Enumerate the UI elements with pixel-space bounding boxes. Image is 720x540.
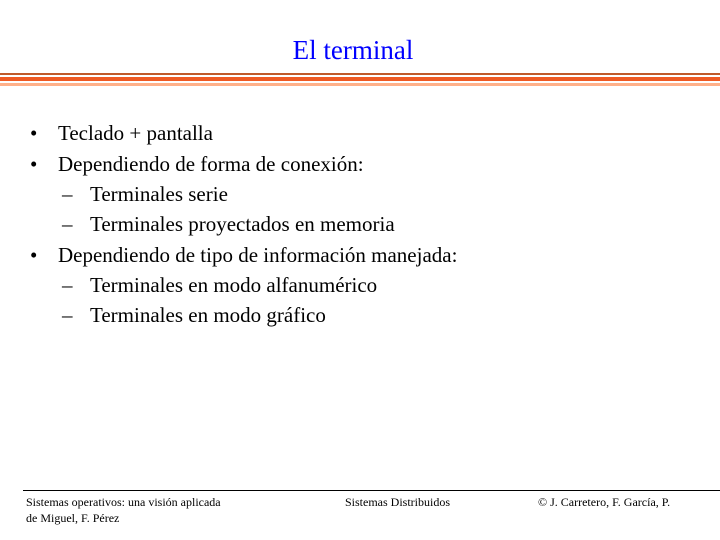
bullet-text: Dependiendo de forma de conexión:: [58, 152, 364, 176]
bullet-text: Dependiendo de tipo de información manejada:: [58, 243, 458, 267]
footer-right: © J. Carretero, F. García, P.: [538, 495, 671, 509]
sub-bullet-marker: –: [62, 303, 73, 327]
footer-left: [26, 494, 286, 526]
sub-bullet-text: Terminales en modo alfanumérico: [90, 273, 378, 297]
bullet-marker: •: [30, 152, 38, 176]
sub-bullet-item-1: [0, 179, 720, 209]
footer-rule: [23, 490, 720, 491]
slide-title: El terminal: [292, 35, 414, 65]
header-rule-band-3: [0, 83, 720, 86]
bullet-item-2: [0, 149, 720, 179]
sub-bullet-item-3: [0, 270, 720, 300]
sub-bullet-marker: –: [62, 182, 73, 206]
sub-bullet-text: Terminales serie: [90, 182, 228, 206]
bullet-marker: •: [30, 121, 38, 145]
bullet-item-3: [0, 240, 720, 270]
bullet-marker: •: [30, 243, 38, 267]
header-rule-band-2: [0, 77, 720, 81]
footer-left-line-1: Sistemas operativos: una visión aplicada: [26, 495, 221, 509]
bullet-item-1: [0, 118, 720, 148]
footer-left-line-2: de Miguel, F. Pérez: [26, 511, 120, 525]
footer-center: Sistemas Distribuidos: [345, 495, 451, 509]
sub-bullet-item-2: [0, 209, 720, 239]
sub-bullet-marker: –: [62, 273, 73, 297]
bullet-text: Teclado + pantalla: [58, 121, 213, 145]
sub-bullet-item-4: [0, 300, 720, 330]
slide-content: [0, 118, 720, 338]
sub-bullet-text: Terminales en modo gráfico: [90, 303, 326, 327]
sub-bullet-text: Terminales proyectados en memoria: [90, 212, 395, 236]
header-rule: [0, 73, 720, 88]
header-rule-band-1: [0, 73, 720, 75]
sub-bullet-marker: –: [62, 212, 73, 236]
